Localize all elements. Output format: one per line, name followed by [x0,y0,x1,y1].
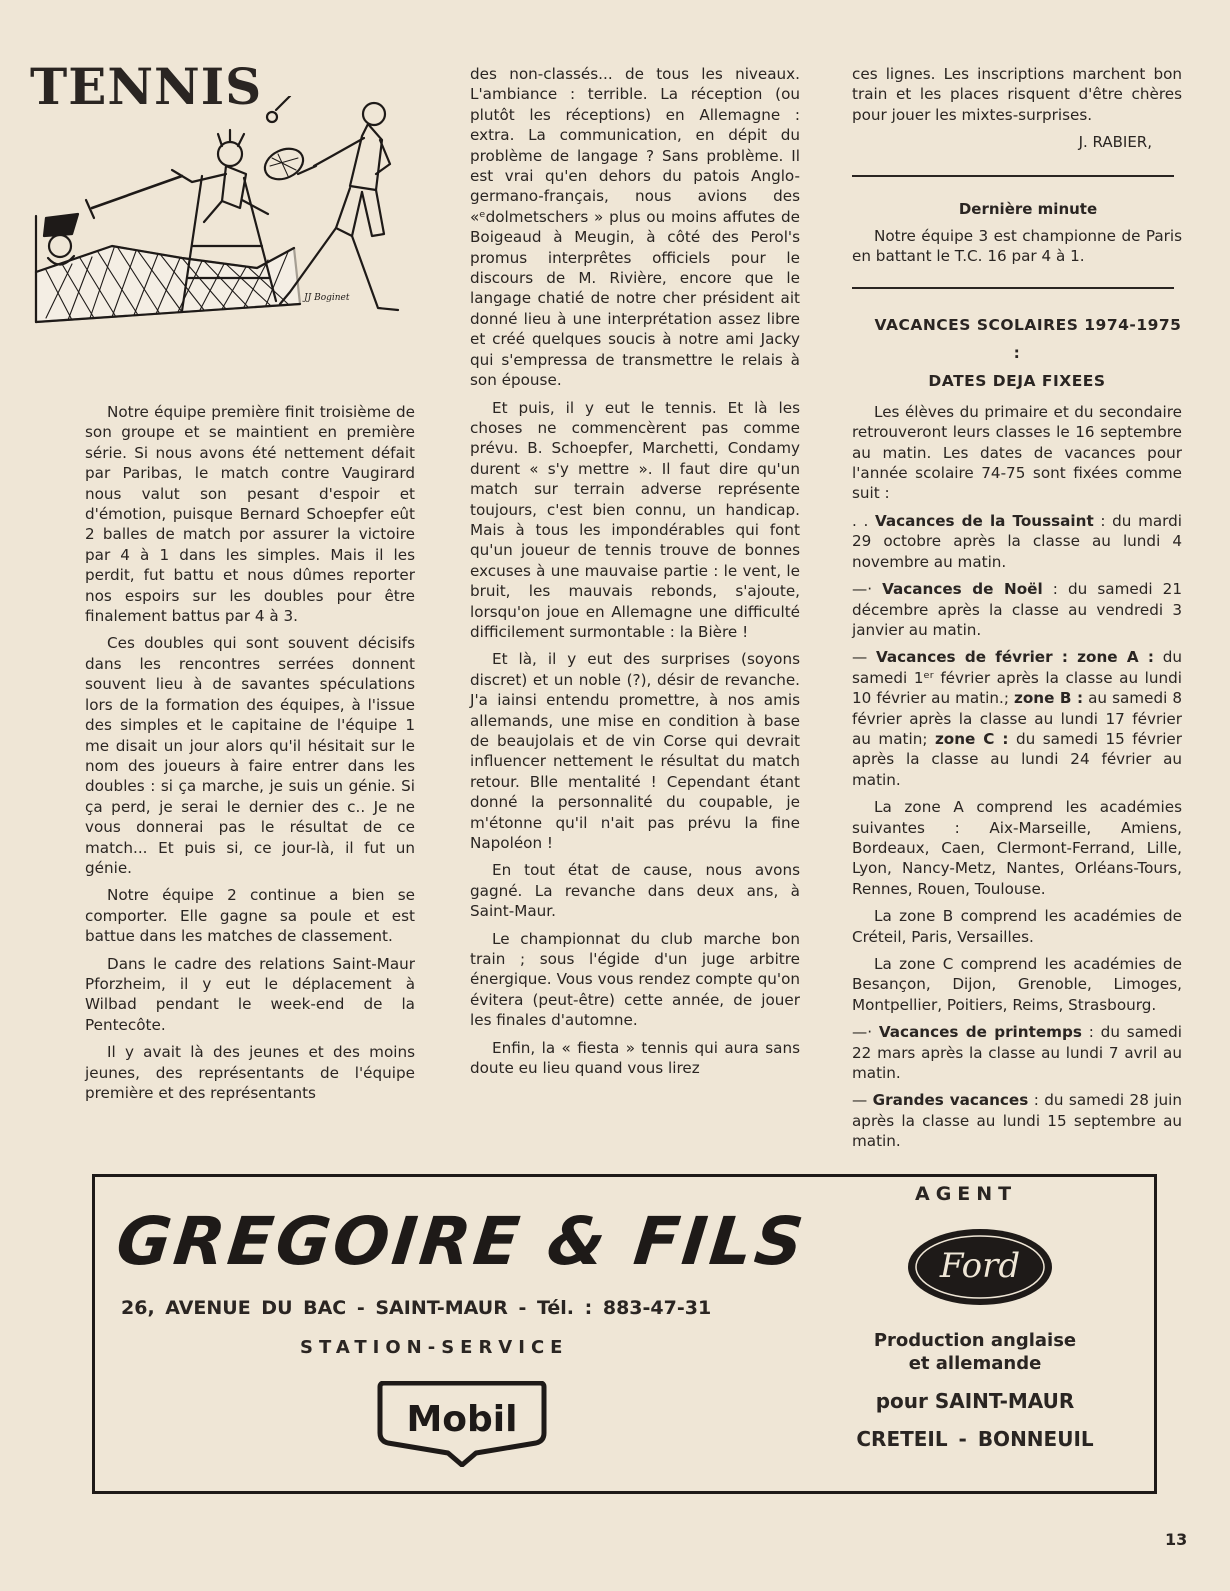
text: du samedi 1ᵉʳ février après la classe au lundi 10 février au matin.; [852,648,1183,708]
paragraph: ces lignes. Les inscriptions marchent bon train et les places risquent d'être chères pour jouer les mixtes-surprises. [852,65,1182,124]
dash: —· [852,580,873,599]
paragraph: Et là, il y eut des surprises (soyons discret) et un noble (?), désir de revanche. J'a iainsi entendu promettre, à nos amis allemands, une mise en condition à base de beaujolais et de vin Corse qui devrait influencer nettement le résultat du match retour. Blle mentalité ! Cependant étant donné la personnalité du coupable, je m'étonne qu'il n'ait pas prévu la fine Napoléon ! [470,650,800,853]
paragraph: La zone C comprend les académies de Besançon, Dijon, Grenoble, Limoges, Montpellier, Poitiers, Reims, Strasbourg. [852,955,1182,1014]
vacances-noel [852,579,1182,640]
article-title: TENNIS [30,57,263,116]
vacances-printemps [852,1022,1182,1083]
paragraph: des non-classés... de tous les niveaux. L'ambiance : terrible. La réception (ou plutôt les réceptions) en Allemagne : extra. La communication, en dépit du problème de langage ? Sans problème. Il est vrai qu'en dehors du patois Anglo-germano-français, nous avions des «ᵉdolmetschers » plus ou moins affutes de Boigeaud à Meugin, à côté des Perol's promus interprêtes officiels pour le discours de M. Rivière, encore que le langage chatié de notre cher président ait donné lieu à une interprétation assez libre et créé quelques soucis à notre ami Jacky qui s'empressa de transmettre le relais à son épouse. [470,65,800,390]
text: : du samedi 21 décembre après la classe au vendredi 3 janvier au matin. [852,580,1182,639]
paragraph: Les élèves du primaire et du secondaire retrouveront leurs classes le 16 septembre au matin. Les dates de vacances pour l'année scolaire 74-75 sont fixées comme suit : [852,402,1182,503]
vacances-fevrier [852,647,1182,790]
paragraph: La zone A comprend les académies suivantes : Aix-Marseille, Amiens, Bordeaux, Caen, Clermont-Ferrand, Lille, Lyon, Nancy-Metz, Nantes, Orléans-Tours, Rennes, Rouen, Toulouse. [852,798,1182,898]
paragraph: Ces doubles qui sont souvent décisifs dans les rencontres serrées donnent souvent lieu à de savantes spéculations lors de la formation des équipes, à l'issue des simples et le capitaine de l'équipe 1 me disait un jour alors qu'il hésitait sur le nom des joueurs à faire entrer dans les doubles : si ça marche, je suis un génie. Si ça perd, je serai le dernier des c.. Je ne vous donnerai pas le résultat de ce match... Et puis si, ce jour-là, il fut un génie. [85,634,415,877]
vacances-heading [852,311,1182,395]
page-number: 13 [1165,1530,1188,1549]
paragraph: La zone B comprend les académies de Créteil, Paris, Versailles. [852,907,1182,946]
ford-logo-text: Ford [939,1246,1021,1286]
dash: . . [852,511,869,530]
dash: — [852,648,868,667]
column-1 [85,402,415,1110]
author-signature: J. RABIER, [1078,133,1152,152]
text: au samedi 8 février après la classe au lundi 17 février au matin; [852,689,1183,748]
paragraph: Et puis, il y eut le tennis. Et là les choses ne commencèrent pas comme prévu. B. Schoepfer, Marchetti, Condamy durent « s'y mettre ». Il faut dire qu'un match sur terrain adverse représente toujours, c'est bien connu, un handicap. Mais à tous les impondérables qui font qu'un joueur de tennis trouve de bonnes excuses à une mauvaise partie : le vent, le bruit, les mauvais rebonds, s'ajoute, lorsqu'on joue en Allemagne une difficulté difficilement surmontable : la Bière ! [470,398,800,641]
vacances-heading-line-1: VACANCES SCOLAIRES 1974-1975 : [874,315,1182,362]
label: Vacances de la Toussaint [874,511,1094,530]
ad-station-service: STATION-SERVICE [300,1337,569,1358]
ad-address: 26, AVENUE DU BAC - SAINT-MAUR - Tél. : 883-47-31 [121,1297,712,1319]
paragraph: Notre équipe 2 continue a bien se comporter. Elle gagne sa poule et est battue dans les matches de classement. [85,886,415,946]
ford-logo [905,1225,1055,1309]
column-3 [852,64,1182,1159]
label: zone C : [934,729,1009,748]
label: Grandes vacances [872,1091,1029,1110]
ad-production-line-1: Production anglaise [873,1330,1077,1351]
grandes-vacances [852,1090,1182,1151]
paragraph: Enfin, la « fiesta » tennis qui aura sans doute eu lieu quand vous lirez [470,1038,800,1078]
label: Vacances de Noël [882,580,1043,599]
text: : du mardi 29 octobre après la classe au lundi 4 novembre au matin. [852,511,1183,571]
ad-production [865,1329,1085,1375]
vacances-toussaint [852,511,1182,572]
paragraph: Le championnat du club marche bon train ; sous l'égide d'un juge arbitre énergique. Vous vous rendez compte qu'on évitera (peut-être) cette année, de jouer les finales d'automne. [470,929,800,1030]
ad-production-line-2: et allemande [908,1353,1042,1374]
mobil-logo-text: Mobil [406,1399,518,1440]
text: : du samedi 28 juin après la classe au lundi 15 septembre au matin. [852,1091,1182,1151]
paragraph: Dans le cadre des relations Saint-Maur Pforzheim, il y eut le déplacement à Wilbad pendant le week-end de la Pentecôte. [85,954,415,1034]
paragraph: Notre équipe 3 est championne de Paris en battant le T.C. 16 par 4 à 1. [852,227,1182,266]
dash: — [852,1091,868,1110]
label: Vacances de printemps [878,1023,1082,1042]
divider [852,175,1174,177]
label: Vacances de février : zone A : [876,648,1154,667]
ad-city-line-1: pour SAINT-MAUR [875,1389,1075,1413]
mobil-logo [372,1381,552,1467]
ad-company-name: GREGOIRE & FILS [112,1203,810,1280]
ad-agent: AGENT [915,1183,1018,1205]
tennis-cartoon-illustration [32,96,402,332]
vacances-heading-line-2: DATES DEJA FIXEES [928,371,1106,390]
dash: —· [852,1023,873,1042]
column-2 [470,64,800,1086]
text: du samedi 15 février après la classe au lundi 24 février au matin. [852,729,1183,789]
ad-city-line-2: CRETEIL - BONNEUIL [856,1427,1094,1451]
label: zone B : [1014,689,1084,708]
paragraph: Notre équipe première finit troisième de son groupe et se maintient en première série. Si nous avons été nettement défait par Paribas, le match contre Vaugirard nous valut son pesant d'espoir et d'émotion, puisque Bernard Schoepfer eût 2 balles de match por assurer la victoire par 4 à 1 dans les simples. Mais il les perdit, fut battu et nous dûmes reporter nos espoirs sur les doubles pour être finalement battus par 4 à 3. [85,403,415,626]
text: : du samedi 22 mars après la classe au lundi 7 avril au matin. [852,1023,1183,1083]
advertisement [92,1174,1157,1494]
last-minute-heading: Dernière minute [958,199,1098,218]
paragraph: En tout état de cause, nous avons gagné. La revanche dans deux ans, à Saint-Maur. [470,861,800,921]
divider [852,287,1174,289]
illustration-signature: JJ Boginet [304,293,350,303]
paragraph: Il y avait là des jeunes et des moins jeunes, des représentants de l'équipe première et des représentants [85,1043,415,1102]
